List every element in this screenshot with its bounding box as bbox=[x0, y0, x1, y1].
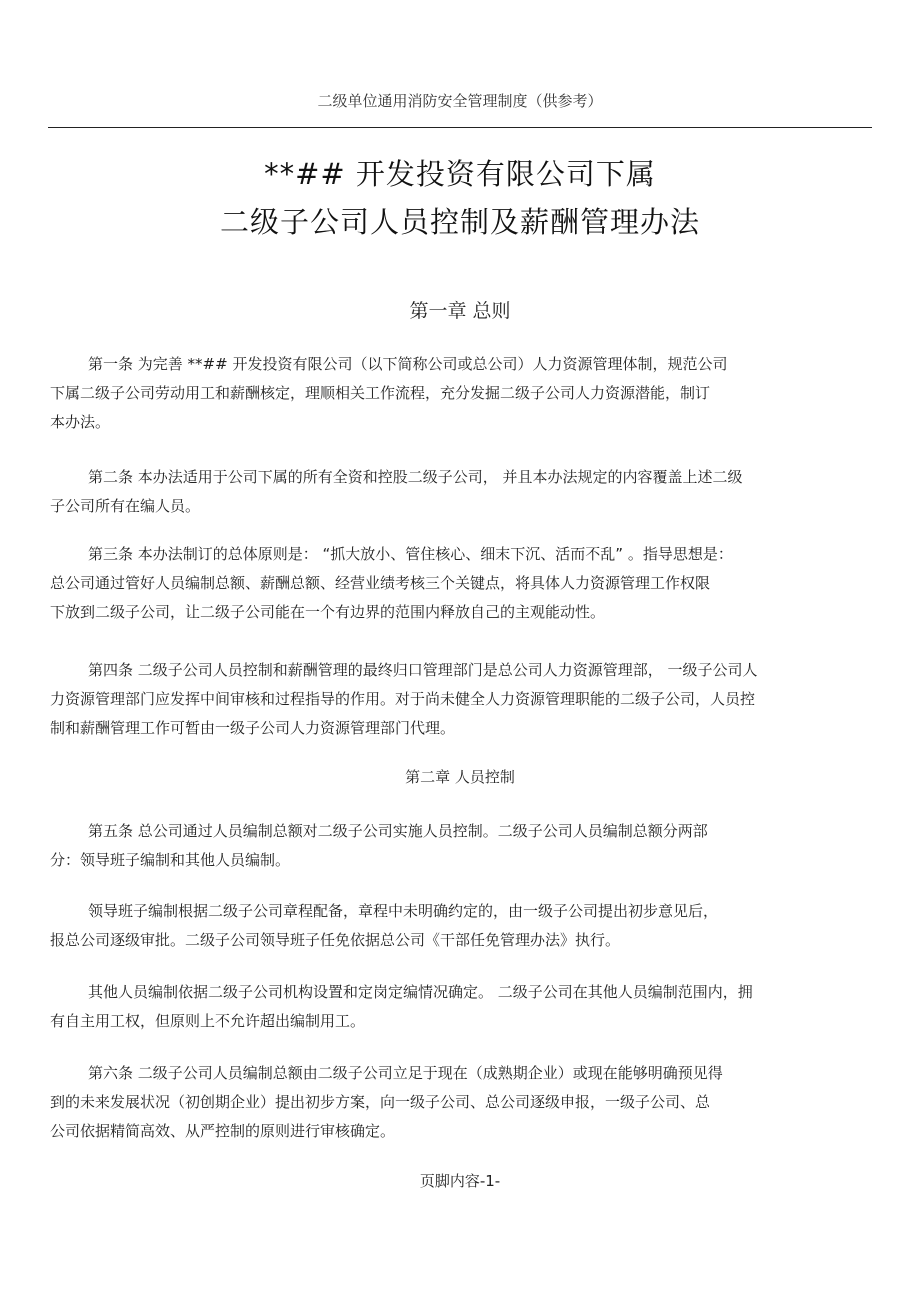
article-3 bbox=[50, 540, 870, 627]
page-footer: 页脚内容-1- bbox=[419, 1172, 501, 1190]
paragraph-line: 力资源管理部门应发挥中间审核和过程指导的作用。对于尚未健全人力资源管理职能的二级子公司，人员控 bbox=[50, 690, 756, 708]
paragraph-line: 下放到二级子公司，让二级子公司能在一个有边界的范围内释放自己的主观能动性。 bbox=[50, 603, 606, 621]
chapter-heading-2: 第二章 人员控制 bbox=[405, 768, 515, 786]
article-1 bbox=[50, 350, 870, 437]
chapter-heading-1: 第一章 总则 bbox=[409, 300, 511, 322]
paragraph-line: 第二条 本办法适用于公司下属的所有全资和控股二级子公司， 并且本办法规定的内容覆盖上述二级 bbox=[88, 468, 743, 486]
paragraph-line: 有自主用工权，但原则上不允许超出编制用工。 bbox=[50, 1012, 366, 1030]
paragraph-line: 总公司通过管好人员编制总额、薪酬总额、经营业绩考核三个关键点，将具体人力资源管理工作权限 bbox=[50, 574, 711, 592]
paragraph-line: 子公司所有在编人员。 bbox=[50, 497, 201, 515]
paragraph-line: 第六条 二级子公司人员编制总额由二级子公司立足于现在（成熟期企业）或现在能够明确预见得 bbox=[88, 1064, 723, 1082]
document-title-line-1: **## 开发投资有限公司下属 bbox=[264, 157, 656, 191]
paragraph-line: 报总公司逐级审批。二级子公司领导班子任免依据总公司《干部任免管理办法》执行。 bbox=[50, 931, 621, 949]
paragraph-line: 第一条 为完善 **## 开发投资有限公司（以下简称公司或总公司）人力资源管理体制，规范公司 bbox=[88, 355, 728, 373]
article-6 bbox=[50, 1059, 870, 1146]
article-5 bbox=[50, 817, 870, 875]
paragraph-line: 领导班子编制根据二级子公司章程配备，章程中未明确约定的，由一级子公司提出初步意见后， bbox=[88, 902, 719, 920]
paragraph-line: 第三条 本办法制订的总体原则是： “抓大放小、管住核心、细末下沉、活而不乱” 。指导思想是： bbox=[88, 545, 733, 563]
paragraph-line: 分：领导班子编制和其他人员编制。 bbox=[50, 851, 291, 869]
other-staff-paragraph bbox=[50, 978, 870, 1036]
header-divider bbox=[48, 127, 872, 128]
article-2 bbox=[50, 463, 870, 521]
paragraph-line: 公司依据精简高效、从严控制的原则进行审核确定。 bbox=[50, 1122, 396, 1140]
paragraph-line: 第五条 总公司通过人员编制总额对二级子公司实施人员控制。二级子公司人员编制总额分两部 bbox=[88, 822, 708, 840]
paragraph-line: 制和薪酬管理工作可暂由一级子公司人力资源管理部门代理。 bbox=[50, 719, 456, 737]
leadership-paragraph bbox=[50, 897, 870, 955]
running-header: 二级单位通用消防安全管理制度（供参考） bbox=[317, 92, 603, 110]
paragraph-line: 第四条 二级子公司人员控制和薪酬管理的最终归口管理部门是总公司人力资源管理部， 一级子公司人 bbox=[88, 661, 758, 679]
paragraph-line: 到的未来发展状况（初创期企业）提出初步方案，向一级子公司、总公司逐级申报，一级子公司、总 bbox=[50, 1093, 711, 1111]
paragraph-line: 本办法。 bbox=[50, 413, 111, 431]
article-4 bbox=[50, 656, 870, 743]
paragraph-line: 其他人员编制依据二级子公司机构设置和定岗定编情况确定。 二级子公司在其他人员编制范围内，拥 bbox=[88, 983, 753, 1001]
document-title-line-2: 二级子公司人员控制及薪酬管理办法 bbox=[219, 205, 700, 239]
paragraph-line: 下属二级子公司劳动用工和薪酬核定，理顺相关工作流程，充分发掘二级子公司人力资源潜能，制订 bbox=[50, 384, 711, 402]
